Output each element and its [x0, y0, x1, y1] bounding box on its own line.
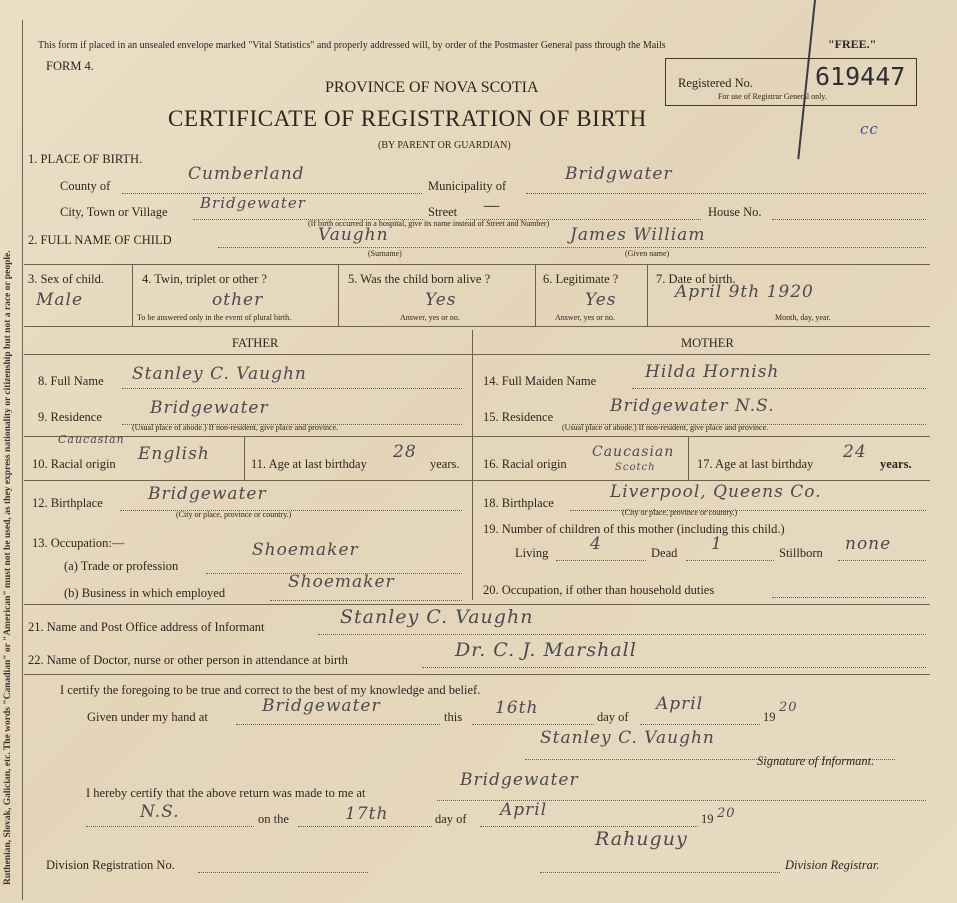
legit-label: 6. Legitimate ? — [543, 272, 619, 286]
stillborn-label: Stillborn — [779, 546, 823, 560]
father-birthplace-label: 12. Birthplace — [32, 496, 103, 510]
free-label: "FREE." — [828, 37, 877, 51]
given-caption: (Given name) — [625, 249, 670, 258]
registrar-year-prefix: 19 — [701, 812, 714, 826]
street-value: — — [483, 196, 501, 216]
mother-race-label: 16. Racial origin — [483, 457, 567, 471]
informant-label: 21. Name and Post Office address of Informant — [28, 620, 265, 634]
father-birthplace-note: (City or place, province or country.) — [176, 510, 292, 519]
street-label: Street — [428, 205, 458, 219]
month-line — [640, 724, 760, 725]
father-race-label: 10. Racial origin — [32, 457, 116, 471]
row-rule — [24, 604, 930, 605]
form-number: FORM 4. — [46, 59, 94, 73]
race-age-divider — [688, 436, 689, 480]
doctor-value: Dr. C. J. Marshall — [455, 639, 637, 661]
mother-res-note: (Usual place of abode.) If non-resident, give place and province. — [562, 423, 769, 432]
box-divider — [535, 264, 536, 326]
business-label: (b) Business in which employed — [64, 586, 226, 600]
sex-label: 3. Sex of child. — [28, 272, 105, 286]
mother-age-label: 17. Age at last birthday — [697, 457, 814, 471]
on-line — [298, 826, 432, 827]
mother-res-label: 15. Residence — [483, 410, 554, 424]
stillborn-value: none — [845, 534, 892, 554]
father-age-label: 11. Age at last birthday — [251, 457, 367, 471]
doctor-line — [422, 667, 926, 668]
child-given: James William — [570, 225, 706, 245]
registrar-number-line — [86, 826, 254, 827]
div-reg-label: Division Registration No. — [46, 858, 175, 872]
div-registrar-line — [540, 872, 780, 873]
father-name-value: Stanley C. Vaughn — [132, 364, 307, 384]
sex-value: Male — [36, 290, 84, 310]
registrar-place: Bridgewater — [460, 770, 579, 790]
living-label: Living — [515, 546, 549, 560]
informant-signature: Stanley C. Vaughn — [540, 728, 715, 748]
div-registrar-caption: Division Registrar. — [785, 858, 880, 872]
dead-label: Dead — [651, 546, 678, 560]
mail-notice: This form if placed in an unsealed envelope marked "Vital Statistics" and properly addressed will, by order of the Postmaster General pass through the Mails — [38, 40, 666, 51]
box-divider — [338, 264, 339, 326]
mother-race-value: Caucasian — [592, 444, 675, 460]
registrar-number: N.S. — [140, 802, 180, 822]
municipality-label: Municipality of — [428, 179, 507, 193]
occupation-label: 13. Occupation:— — [32, 536, 125, 550]
boxes-bottom — [24, 326, 930, 327]
alive-label: 5. Was the child born alive ? — [348, 272, 491, 286]
certificate-subtitle: (BY PARENT OR GUARDIAN) — [378, 140, 511, 151]
registrar-text: I hereby certify that the above return was made to me at — [86, 786, 366, 800]
business-value: Shoemaker — [288, 572, 395, 592]
on-value: 17th — [345, 804, 389, 824]
place-heading: 1. PLACE OF BIRTH. — [28, 152, 143, 166]
day-of-label: day of — [597, 710, 629, 724]
city-label: City, Town or Village — [60, 205, 168, 219]
year-value: 20 — [779, 700, 798, 715]
on-label: on the — [258, 812, 289, 826]
registered-label: Registered No. — [678, 76, 753, 90]
box-divider — [132, 264, 133, 326]
surname-caption: (Surname) — [368, 249, 402, 258]
trade-label: (a) Trade or profession — [64, 559, 179, 573]
trade-value: Shoemaker — [252, 540, 359, 560]
this-label: this — [444, 710, 463, 724]
stillborn-line — [838, 560, 926, 561]
year-prefix: 19 — [763, 710, 776, 724]
father-rule — [24, 354, 472, 355]
county-label: County of — [60, 179, 111, 193]
legit-value: Yes — [585, 290, 617, 310]
house-label: House No. — [708, 205, 762, 219]
father-name-line — [122, 388, 462, 389]
city-value: Bridgewater — [200, 194, 306, 212]
certificate-title: CERTIFICATE OF REGISTRATION OF BIRTH — [168, 106, 647, 131]
registered-number: 619447 — [815, 62, 906, 91]
mother-birthplace-note: (City or place, province or country.) — [622, 508, 738, 517]
child-name-label: 2. FULL NAME OF CHILD — [28, 233, 172, 247]
margin-rule — [22, 20, 23, 900]
row-rule — [24, 674, 930, 675]
mother-birthplace-value: Liverpool, Queens Co. — [610, 482, 822, 502]
informant-line — [318, 634, 926, 635]
row-rule — [24, 480, 930, 481]
registrar-signature: Rahuguy — [595, 828, 688, 850]
child-name-line — [218, 247, 926, 248]
children-label: 19. Number of children of this mother (including this child.) — [483, 522, 785, 536]
registrar-month-line — [480, 826, 698, 827]
dead-value: 1 — [711, 534, 723, 554]
mother-occ-label: 20. Occupation, if other than household duties — [483, 583, 715, 597]
mother-occ-line — [772, 597, 926, 598]
municipality-value: Bridgwater — [565, 164, 673, 184]
hospital-note: (If birth occurred in a hospital, give its name instead of Street and Number) — [308, 219, 550, 228]
mother-name-label: 14. Full Maiden Name — [483, 374, 597, 388]
mother-race-sub: Scotch — [615, 462, 656, 473]
father-name-label: 8. Full Name — [38, 374, 104, 388]
margin-mark: cc — [860, 120, 879, 138]
signature-caption: Signature of Informant. — [757, 754, 875, 768]
father-age-value: 28 — [393, 442, 417, 462]
div-reg-line — [198, 872, 368, 873]
father-years: years. — [430, 457, 460, 471]
county-value: Cumberland — [188, 164, 305, 184]
given-label: Given under my hand at — [87, 710, 208, 724]
twin-label: 4. Twin, triplet or other ? — [142, 272, 267, 286]
informant-value: Stanley C. Vaughn — [340, 606, 534, 628]
father-birthplace-value: Bridgewater — [148, 484, 267, 504]
dob-value: April 9th 1920 — [675, 282, 814, 302]
child-surname: Vaughn — [318, 225, 389, 245]
twin-value: other — [212, 290, 264, 310]
father-race-correction: Caucasian — [58, 433, 125, 446]
doctor-label: 22. Name of Doctor, nurse or other person in attendance at birth — [28, 653, 348, 667]
alive-note: Answer, yes or no. — [400, 313, 460, 322]
father-race-value: English — [138, 444, 210, 464]
alive-value: Yes — [425, 290, 457, 310]
dob-note: Month, day, year. — [775, 313, 831, 322]
boxes-top — [24, 264, 930, 265]
mother-years: years. — [880, 457, 912, 471]
mother-name-value: Hilda Hornish — [645, 362, 780, 382]
dead-line — [686, 560, 774, 561]
municipality-line — [526, 193, 926, 194]
province-title: PROVINCE OF NOVA SCOTIA — [325, 79, 539, 96]
mother-res-value: Bridgewater N.S. — [610, 396, 775, 416]
race-age-divider — [244, 436, 245, 480]
mother-heading: MOTHER — [681, 336, 734, 350]
registrar-year: 20 — [717, 806, 736, 821]
this-line — [472, 724, 594, 725]
given-line — [236, 724, 440, 725]
living-value: 4 — [590, 534, 602, 554]
this-value: 16th — [495, 698, 539, 718]
dob-label: 7. Date of birth. — [656, 272, 736, 286]
twin-note: To be answered only in the event of plural birth. — [137, 313, 292, 322]
father-res-note: (Usual place of abode.) If non-resident, give place and province. — [132, 423, 339, 432]
father-res-value: Bridgewater — [150, 398, 269, 418]
mother-name-line — [632, 388, 926, 389]
father-heading: FATHER — [232, 336, 279, 350]
parents-divider — [472, 330, 473, 600]
mother-age-value: 24 — [843, 442, 867, 462]
registrar-month: April — [500, 800, 548, 820]
registered-note: For use of Registrar General only. — [718, 92, 827, 101]
box-divider — [647, 264, 648, 326]
house-line — [772, 219, 926, 220]
certify-text: I certify the foregoing to be true and correct to the best of my knowledge and belief. — [60, 683, 481, 697]
mother-birthplace-label: 18. Birthplace — [483, 496, 554, 510]
registrar-day-of: day of — [435, 812, 467, 826]
mother-rule — [472, 354, 930, 355]
given-place: Bridgewater — [262, 696, 381, 716]
living-line — [556, 560, 646, 561]
father-res-label: 9. Residence — [38, 410, 102, 424]
row-rule — [24, 436, 930, 437]
side-note: Ruthenian, Slovak, Galician, etc. The words "Canadian" or "American" must not be used, as they express nationality or citizenship but not a race or people. — [3, 250, 13, 885]
legit-note: Answer, yes or no. — [555, 313, 615, 322]
business-line — [270, 600, 462, 601]
month-value: April — [656, 694, 704, 714]
